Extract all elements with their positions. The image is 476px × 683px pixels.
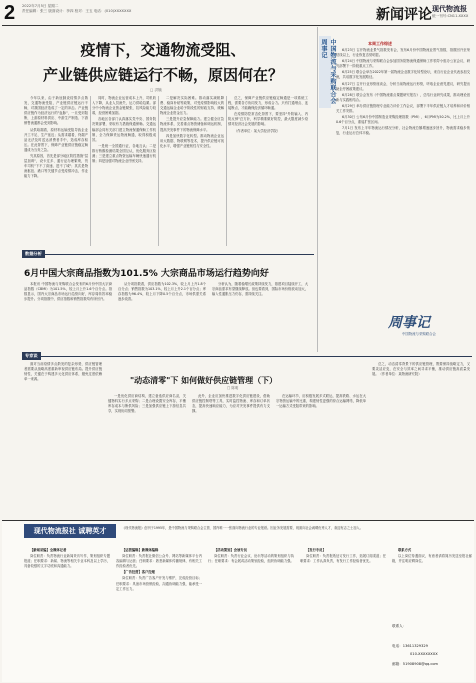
paragraph: 一是统一全国通行证，各地互认；二是推行核酸检测结果全国互认，优化服务区检测；三是建立重点物资运输车辆快速通行机制；四是加强对物流企业纾困支持。 [92,143,156,164]
essay-column-2 [108,394,186,514]
essay-column-3 [192,394,270,514]
sidebar-entry: 6月30日 公布6月份中国制造业采购经理指数（PMI），6月PMI为50.2%，比上月上升0.6个百分点，重返扩张区间。 [336,115,470,125]
paragraph: （作者单位：某大学经济学院） [234,128,281,133]
section-rule [22,254,314,255]
observation-headline: 6月中国大宗商品指数为101.5% 大宗商品市场运行趋势向好 [24,269,269,279]
paragraph: 从供给端看，原材料运输受阻导致企业开工不足、生产延迟；从需求端看，终端产品无法及时送达消费者手中，造成库存积压。在此背景下，保障产业链供应链稳定畅通成为当务之急。 [24,127,88,152]
page-number: 2 [4,2,16,24]
sidebar-heading: 本周工作综述 [368,41,392,46]
column-rule [90,96,91,246]
email-label: 邮箱： [392,662,403,666]
contact-person: 联系人： [392,624,407,628]
observation-tag: 数据分析 [22,250,45,258]
job-description: 岗位职责：负责行业会议、论坛等活动的策划组织与执行；任职要求：有会展或活动策划经验，组织协调能力强。 [208,554,294,564]
sidebar-banner-text: 中国物流与采购联合会周事记 [320,39,336,104]
job-title: 【活动策划】会展专员 [214,548,247,552]
observation-column-3 [212,282,308,344]
essay-tag: 专家谈 [22,352,41,360]
paragraph: 分析认为，随着稳增长政策持续发力，基建项目陆续开工，大宗商品需求有望继续释放。但也要看到，国际市场价格波动加大，输入性通胀压力仍存，需持续关注。 [212,282,308,297]
sidebar-entries [336,48,470,306]
job-column-1 [24,548,110,678]
paragraph: 在疫情防控常态化背景下，要坚持"外防输入、内防反弹"总方针，科学精准做好防控，最大限度减少疫情对经济社会发展的影响。 [228,112,308,127]
sidebar-entry: 6月28日 联合会发布《中国物流重点课题研究报告》，总结行业研究成果，推动理论创新与实践相结合。 [336,92,470,102]
lead-headline [28,38,298,88]
paragraph: 四是加快数字化转型。推动物流企业运用大数据、物联网等技术，提升供应链可视化水平，增强产业链韧性与安全性。 [160,133,224,148]
section-title: 新闻评论 [376,7,432,23]
sidebar-entry: 6月24日 中国物流与采购联合会参加国务院物流保通保畅工作领导小组办公室会议，研究部署下一阶段重点工作。 [336,59,470,69]
masthead-editors: 责任编辑：张三 版面设计：李四 校对：王五 电话：(010)XXXXXXX [22,9,132,13]
essay-column-1 [24,362,102,514]
job-title: 【广告经营】客户经理 [122,570,155,575]
paragraph: 从分项指数看，供应指数为102.3%，较上月上升1.8个百分点；销售指数为103.1%，较上月上升2.1个百分点；库存指数为96.4%，较上月下降0.5个百分点，市场供需关系逐步改善。 [118,282,206,302]
paragraph: 总之，保障产业链供应链稳定畅通是一项系统工程，需要各方协同发力，形成合力。只有打通堵点、连接断点，才能确保经济循环畅通。 [228,96,308,111]
paragraph: 三是提升应急保障能力。建立健全应急物流体系，完善重点物资储备和调运机制，提高突发事件下的物流保障水平。 [160,117,224,132]
job-description: 岗位职责：负责广告客户开发与维护，完成经营目标；任职要求：具备市场营销经验，沟通协调能力强，能承受一定工作压力。 [116,576,202,591]
paragraph: 一是优化供应商结构，建立备选供应商名录，关键物料实行多点采购；二是合理设置安全库存，平衡库存成本与断供风险；三是加强供应链上下游信息共享，实现协同预警。 [108,394,186,414]
masthead-date: 2022年7月5日 星期二 [22,4,59,8]
essay-column-4 [276,394,366,514]
lead-column-3 [160,96,224,246]
paragraph: 总之，动态清零背景下的供应链管理，既要保持战略定力，又要灵活应变，在安全与效率之间寻求平衡，推动供应链高质量发展。（作者单位：某物流研究院） [372,362,470,377]
sidebar-entry: 6月23日 召开物流业景气指数发布会，发布6月份中国物流业景气指数，指数回升至荣枯线以上，行业恢复态势明显。 [336,48,470,58]
essay-title: "动态清零"下 如何做好供应链管理（下） [130,376,278,385]
lead-byline: □ 洪毓 [150,88,162,92]
edition-label: 统一刊号:CN11-XXXX [432,14,469,18]
lead-column-1 [24,96,88,246]
lead-column-4 [228,96,308,246]
observation-column-2 [118,282,206,344]
job-column-4 [300,548,386,678]
column-rule [226,96,227,246]
job-description: 岗位职责：负责物流行业新闻采访写作，策划组织专题报道；任职要求：新闻、物流等相关专业本科及以上学历，具备较强的文字功底和沟通能力。 [24,554,110,569]
sidebar-entry: 6月29日 举办供应链管理专业能力评价工作会议，部署下半年供应链人才培养和评价相关工作安排。 [336,103,470,114]
zhouji-logo-subtitle: 中国物流与采购联合会 [402,332,436,336]
sidebar-entry: 6月25日 联合会举办2022年第一届物流企业数字化转型论坛，来自行业企业代表参加交流，共话数字化发展路径。 [336,70,470,80]
contact-text: 以上岗位待遇面议，有意者请将简历发送至报社邮箱，并注明应聘岗位。 [392,554,472,564]
job-column-2 [116,548,202,678]
contact-block [392,548,472,618]
job-description: 岗位职责：负责报纸征订发行工作，拓展订阅渠道；任职要求：工作认真负责，有发行工作经验者优先。 [300,554,386,564]
job-title: 【运营编辑】新媒体编辑 [122,548,159,552]
job-column-3 [208,548,294,678]
sidebar-entry: 6月27日 召开行业形势座谈会，分析当前物流运行形势，听取企业意见建议，研究提出助企纾困政策建议。 [336,81,470,91]
masthead-meta [22,4,131,14]
paragraph: 各地区各部门认真落实党中央、国务院决策部署，采取有力措施保通保畅。交通运输部会同有关部门建立物流保通保畅工作机制，全力保障货运物流畅通，取得积极成效。 [92,117,156,142]
masthead [2,2,474,26]
phone-number-2[interactable]: 010-XXXXXXXX [410,652,438,656]
paragraph: 究其原因，首先是部分地区防控措施"层层加码"，设卡过多、通行证办理繁琐，货车司机"下不了高速、进不了城"；其次是物流枢纽、港口等关键节点受疫情冲击，作业能力下降。 [24,154,88,179]
recruitment-banner: 现代物流报社 诚聘英才 [24,524,116,538]
paper-name: 现代物流报 [432,4,467,13]
job-title: 【发行专员】 [306,548,326,552]
essay-column-5 [372,362,470,514]
phone-row [392,644,428,649]
paragraph: 面对当前疫情多点散发的复杂形势，供应链管理者需要从战略高度重新审视供应链布局。提升供应链韧性，关键在于构建多元化供应体系，避免过度依赖单一来源。 [24,362,102,382]
paragraph: 今年以来，由于新冠肺炎疫情多点散发，交通物流受阻，产业链供应链运行不畅，对我国经济造成了一定的冲击。产业链供应链作为经济运行的"血脉"，一旦受到阻断，上游原材料供应、中游生产制造、下游销售流通都会受到影响。 [24,96,88,126]
headline-line-2: 产业链供应链运行不畅，原因何在？ [42,66,283,84]
phone-number[interactable]: 13611329329 [402,644,428,648]
essay-byline: □ 陈明 [227,386,239,390]
job-description: 岗位职责：负责报社微信公众号、网站等新媒体平台内容编辑与运营；任职要求：熟悉新媒体传播规律，有相关工作经验者优先。 [116,554,202,569]
email-address[interactable]: 51908908@qq.com [402,662,439,666]
paragraph: 同时，物流企业运营成本上升，司机收入下降，从业人员流失，运力供给趋紧。部分中小物流企业资金链紧张，抗风险能力较弱，经营困难加剧。 [92,96,156,116]
email-row [392,662,438,667]
sidebar-entry: 7月1日 发布上半年物流运行情况分析，社会物流总额增速逐步回升，物流需求稳步恢复，行业运行总体平稳。 [336,126,470,136]
sidebar-banner [319,36,336,108]
phone-label: 电话： [392,644,403,648]
section-rule [22,356,472,357]
recruitment-intro: 《现代物流报》创刊于1995年，是中国物流与采购联合会主管、国内唯一一张面向物流行业的专业报纸。因业务发展需要，现面向社会诚聘优秀人才，欢迎有志之士加入。 [122,526,363,530]
paragraph: 本报讯 中国物流与采购联合会发布的6月份中国大宗商品指数（CBMI）为101.5%，较上月上升1.6个百分点。指数显示，国内大宗商品市场运行趋势向好，库存周转效率稳步提升。分项指数中，供应指数和销售指数均有所回升。 [24,282,112,302]
contact-title: 联系方式 [398,548,412,552]
lead-column-2 [92,96,156,246]
job-title: 【新闻采编】全媒体记者 [30,548,67,552]
headline-line-1: 疫情下，交通物流受阻、 [80,41,246,59]
zhouji-logo: 周事记 [388,315,430,331]
paragraph: 此外，企业应加快推进数字化供应链建设，借助供应链控制塔等工具，实时监控物流、库存和订单状态，提高快速响应能力，为应对突发事件提供有力支撑。 [192,394,270,414]
paragraph: 二是解决实际困难。推动落实减税降费、稳岗补贴等政策，对受疫情影响较大的交通运输企业给予阶段性的财政支持，缓解物流企业资金压力。 [160,96,224,116]
observation-column-1 [24,282,112,344]
paragraph: 在运输环节，应积极发展多式联运，提高铁路、水运在大宗物资运输中的比重，构建韧性更强的综合运输网络，降低单一运输方式受阻带来的影响。 [276,394,366,409]
column-rule [158,96,159,246]
